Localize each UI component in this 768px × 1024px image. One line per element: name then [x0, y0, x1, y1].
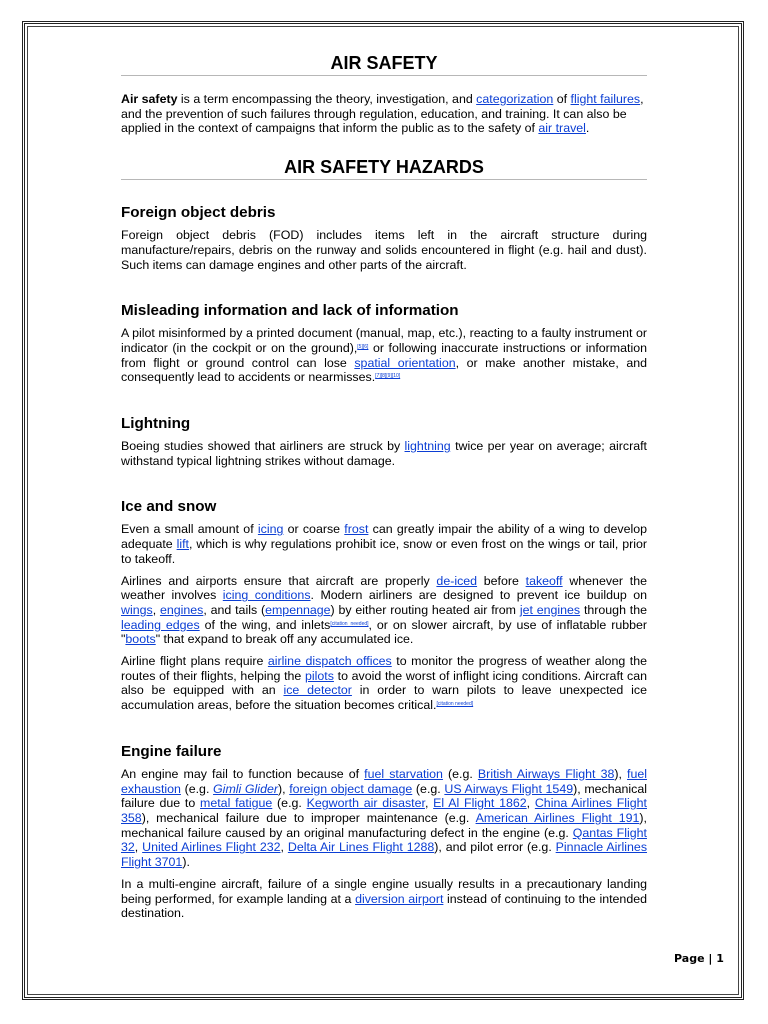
link-empennage[interactable]: empennage [265, 602, 331, 617]
link-icing-conditions[interactable]: icing conditions [222, 588, 311, 603]
link-el-al-flight-1862[interactable]: El Al Flight 1862 [433, 796, 527, 811]
link-boots[interactable]: boots [125, 632, 156, 647]
intro-paragraph: Air safety is a term encompassing the theory, investigation, and categorization of flight failures, and the prevention of such failures through regulation, education, and training. It can also be applied in the context of campaigns that inform the public as to the safety of air travel. [121, 92, 644, 136]
lightning-paragraph: Boeing studies showed that airliners are struck by lightning twice per year on average; aircraft withstand typical lightning strikes without damage. [121, 439, 647, 468]
citation-link[interactable]: [5][6] [357, 343, 369, 350]
page-number: Page | 1 [674, 952, 724, 965]
fod-paragraph: Foreign object debris (FOD) includes items left in the aircraft structure during manufacture/repairs, debris on the runway and solids encountered in flight (e.g. hail and dust). Such items can damage engines and other parts of the aircraft. [121, 228, 647, 272]
ice-paragraph-1: Even a small amount of icing or coarse frost can greatly impair the ability of a wing to develop adequate lift, which is why regulations prohibit ice, snow or even frost on the wings or tail, prior to takeoff. [121, 522, 648, 566]
engine-paragraph-2: In a multi-engine aircraft, failure of a single engine usually results in a precautionary landing being performed, for example landing at a diversion airport instead of continuing to the intended destination. [121, 876, 647, 921]
link-united-airlines-flight-232[interactable]: United Airlines Flight 232 [142, 840, 281, 855]
link-takeoff[interactable]: takeoff [525, 573, 563, 588]
link-categorization[interactable]: categorization [476, 92, 554, 106]
engine-paragraph-1: An engine may fail to function because of fuel starvation (e.g. British Airways Flight 38), fuel exhaustion (e.g. Gimli Glider), foreign object damage (e.g. US Airways Flight 1549), mechanical failure due to metal fatigue (e.g. Kegworth air disaster, El Al Flight 1862, China Airlines Flight 358), mechanical failure due to improper maintenance (e.g. American Airlines Flight 191), mechanical failure caused by an original manufacturing defect in the engine (e.g. Qantas Flight 32, United Airlines Flight 232, Delta Air Lines Flight 1288), and pilot error (e.g. Pinnacle Airlines Flight 3701). [121, 766, 648, 870]
heading-foreign-object-debris: Foreign object debris [121, 204, 276, 222]
link-us-airways-flight-1549[interactable]: US Airways Flight 1549 [444, 781, 574, 796]
link-air-travel[interactable]: air travel [538, 121, 586, 136]
link-icing[interactable]: icing [257, 522, 284, 537]
link-china-airlines-flight-358[interactable]: China Airlines Flight 358 [121, 796, 647, 825]
link-gimli-glider[interactable]: Gimli Glider [213, 781, 278, 796]
link-qantas-flight-32[interactable]: Qantas Flight 32 [121, 825, 647, 855]
link-delta-air-lines-flight-1288[interactable]: Delta Air Lines Flight 1288 [287, 840, 435, 855]
heading-engine-failure: Engine failure [121, 742, 222, 760]
citation-needed-link[interactable]: [citation needed] [436, 701, 474, 708]
ice-paragraph-3: Airline flight plans require airline dispatch offices to monitor the progress of weather along the routes of their flights, helping the pilots to avoid the worst of inflight icing conditions. Aircraft can also be equipped with an ice detector in order to warn pilots to leave unexpected ice accumulation areas, before the situation becomes critical.[citation needed] [121, 654, 647, 713]
link-airline-dispatch-offices[interactable]: airline dispatch offices [267, 654, 392, 669]
link-fuel-exhaustion[interactable]: fuel exhaustion [121, 766, 648, 796]
citation-needed-link[interactable]: [citation needed] [330, 620, 369, 627]
intro-term: Air safety [121, 92, 178, 106]
link-de-iced[interactable]: de-iced [436, 573, 478, 588]
link-ice-detector[interactable]: ice detector [283, 683, 352, 698]
citation-link[interactable]: [7][8][9][10] [375, 373, 401, 380]
link-lift[interactable]: lift [176, 537, 190, 552]
document-body [121, 52, 647, 921]
link-pilots[interactable]: pilots [305, 668, 334, 683]
misleading-paragraph: A pilot misinformed by a printed document (manual, map, etc.), reacting to a faulty instrument or indicator (in the cockpit or on the ground),[5][6] or following inaccurate instructions or information from flight or ground control can lose spatial orientation, or make another mistake, and consequently lead to accidents or nearmisses.[7][8][9][10] [121, 326, 647, 385]
link-engines[interactable]: engines [159, 602, 204, 617]
link-diversion-airport[interactable]: diversion airport [355, 891, 444, 906]
page-title: AIR SAFETY [121, 52, 647, 76]
link-british-airways-flight-38[interactable]: British Airways Flight 38 [477, 766, 615, 781]
heading-ice-and-snow: Ice and snow [121, 498, 217, 516]
link-kegworth-air-disaster[interactable]: Kegworth air disaster [306, 796, 425, 811]
link-metal-fatigue[interactable]: metal fatigue [200, 796, 273, 811]
ice-paragraph-2: Airlines and airports ensure that aircraft are properly de-iced before takeoff whenever the weather involves icing conditions. Modern airliners are designed to prevent ice buildup on wings, engines, and tails (empennage) by either routing heated air from jet engines through the leading edges of the wing, and inlets[citation needed], or on slower aircraft, by use of inflatable rubber "boots" that expand to break off any accumulated ice. [121, 573, 648, 647]
link-fuel-starvation[interactable]: fuel starvation [364, 766, 443, 781]
section-title-hazards: AIR SAFETY HAZARDS [121, 156, 647, 180]
link-wings[interactable]: wings [121, 602, 153, 617]
heading-lightning: Lightning [121, 415, 191, 433]
link-leading-edges[interactable]: leading edges [121, 617, 200, 632]
link-flight-failures[interactable]: flight failures [570, 92, 641, 106]
link-frost[interactable]: frost [344, 522, 369, 537]
link-lightning[interactable]: lightning [404, 439, 451, 454]
link-foreign-object-damage[interactable]: foreign object damage [289, 781, 413, 796]
link-pinnacle-airlines-flight-3701[interactable]: Pinnacle Airlines Flight 3701 [121, 840, 648, 870]
link-jet-engines[interactable]: jet engines [519, 602, 581, 617]
link-spatial-orientation[interactable]: spatial orientation [354, 355, 456, 370]
heading-misleading-information: Misleading information and lack of information [121, 302, 459, 320]
link-american-airlines-flight-191[interactable]: American Airlines Flight 191 [475, 810, 640, 825]
